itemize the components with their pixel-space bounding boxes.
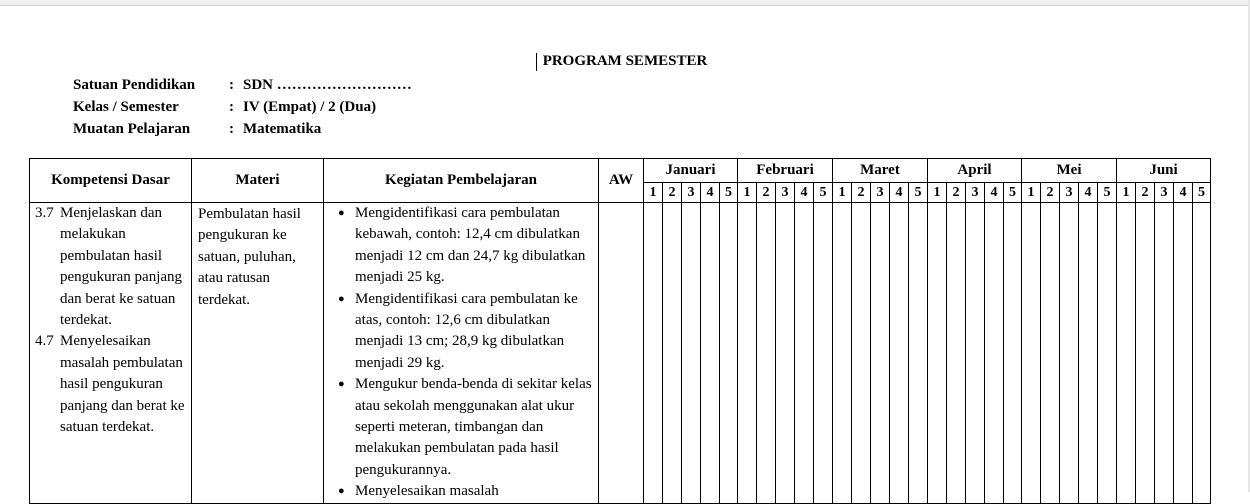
week-header: 5 [1098,183,1117,203]
list-item: ● Menyelesaikan masalah [355,481,594,502]
week-header: 1 [644,183,663,203]
week-header: 3 [1060,183,1079,203]
meta-separator: : [229,99,234,115]
week-cell[interactable] [890,203,909,504]
week-cell[interactable] [909,203,928,504]
month-header: Januari [644,159,738,183]
kd-number: 3.7 [35,205,54,221]
week-cell[interactable] [1193,203,1211,504]
week-header: 2 [1041,183,1060,203]
week-header: 1 [1117,183,1136,203]
week-cell[interactable] [720,203,738,504]
kd-number: 4.7 [35,333,54,350]
week-cell[interactable] [776,203,795,504]
week-header: 5 [909,183,928,203]
week-cell[interactable] [928,203,947,504]
week-cell[interactable] [795,203,814,504]
header-materi: Materi [192,159,324,203]
week-cell[interactable] [1041,203,1060,504]
meta-label: Kelas / Semester [73,99,179,115]
kd-item [30,331,191,438]
week-cell[interactable] [1004,203,1022,504]
meta-separator: : [229,77,234,93]
week-cell[interactable] [947,203,966,504]
week-header: 3 [776,183,795,203]
header-kegiatan-pembelajaran: Kegiatan Pembelajaran [324,159,599,203]
week-cell[interactable] [1155,203,1174,504]
list-item: ● Mengidentifikasi cara pembulatan kebawah, contoh: 12,4 cm dibulatkan menjadi 12 cm dan 24,7 kg dibulatkan menjadi 25 kg. [355,203,594,289]
meta-value: Matematika [243,121,322,137]
table-header-row [30,159,1211,183]
header-aw: AW [599,159,644,203]
cell-kompetensi-dasar [30,203,192,504]
week-cell[interactable] [1079,203,1098,504]
meta-label: Muatan Pelajaran [73,121,191,137]
week-cell[interactable] [1136,203,1155,504]
week-cell[interactable] [682,203,701,504]
meta-value: IV (Empat) / 2 (Dua) [243,99,377,115]
cell-kegiatan [324,203,599,504]
kd-item [30,203,191,331]
month-header: April [928,159,1022,183]
week-header: 4 [701,183,720,203]
kd-text: Menjelaskan dan melakukan pembulatan hasil pengukuran panjang dan berat ke satuan terdekat. [60,205,183,329]
month-header: Maret [833,159,928,183]
meta-row-muatan [73,118,412,140]
week-cell[interactable] [966,203,985,504]
week-header: 4 [985,183,1004,203]
week-cell[interactable] [644,203,663,504]
week-cell[interactable] [852,203,871,504]
meta-row-satuan [73,74,412,96]
week-cell[interactable] [1022,203,1041,504]
week-cell[interactable] [871,203,890,504]
text-cursor [536,53,537,71]
week-header: 4 [795,183,814,203]
week-cell[interactable] [1060,203,1079,504]
program-semester-table [29,158,1211,504]
meta-label: Satuan Pendidikan [73,77,196,93]
week-header: 5 [1004,183,1022,203]
meta-row-kelas [73,96,412,118]
meta-value: SDN ……………………… [243,77,412,93]
week-header: 3 [871,183,890,203]
week-cell[interactable] [814,203,833,504]
week-cell[interactable] [663,203,682,504]
week-header: 2 [1136,183,1155,203]
week-header: 2 [663,183,682,203]
week-header: 1 [833,183,852,203]
week-header: 2 [947,183,966,203]
week-header: 2 [852,183,871,203]
week-cell[interactable] [757,203,776,504]
document-title-text: PROGRAM SEMESTER [542,53,708,69]
cell-materi [192,203,324,504]
week-header: 2 [757,183,776,203]
materi-text: Pembulatan hasil pengukuran ke satuan, puluhan, atau ratusan terdekat. [198,206,301,308]
month-header: Juni [1117,159,1211,183]
week-header: 1 [1022,183,1041,203]
week-header: 4 [1174,183,1193,203]
week-header: 3 [682,183,701,203]
month-header: Februari [738,159,833,183]
week-header: 1 [738,183,757,203]
list-item: ● Mengidentifikasi cara pembulatan ke atas, contoh: 12,6 cm dibulatkan menjadi 13 cm; 28,9 kg dibulatkan menjadi 29 kg. [355,289,594,375]
list-item: ● Mengukur benda-benda di sekitar kelas atau sekolah menggunakan alat ukur seperti meteran, timbangan dan melakukan pembulatan pada hasil pengukurannya. [355,374,594,481]
week-header: 3 [1155,183,1174,203]
document-title [0,53,1250,70]
week-cell[interactable] [833,203,852,504]
week-header: 4 [1079,183,1098,203]
week-cell[interactable] [1174,203,1193,504]
meta-separator: : [229,121,234,137]
week-header: 5 [1193,183,1211,203]
week-cell[interactable] [985,203,1004,504]
week-header: 1 [928,183,947,203]
month-header: Mei [1022,159,1117,183]
header-kompetensi-dasar: Kompetensi Dasar [30,159,192,203]
week-cell[interactable] [1117,203,1136,504]
table-row [30,203,1211,504]
kegiatan-list [324,203,598,503]
week-header: 5 [814,183,833,203]
week-header: 3 [966,183,985,203]
week-header: 5 [720,183,738,203]
cell-aw [599,203,644,504]
week-cell[interactable] [738,203,757,504]
kd-text: Menyelesaikan masalah pembulatan hasil pengukuran panjang dan berat ke satuan terdekat. [60,333,185,436]
document-meta [73,74,412,140]
week-header: 4 [890,183,909,203]
week-cell[interactable] [701,203,720,504]
week-cell[interactable] [1098,203,1117,504]
